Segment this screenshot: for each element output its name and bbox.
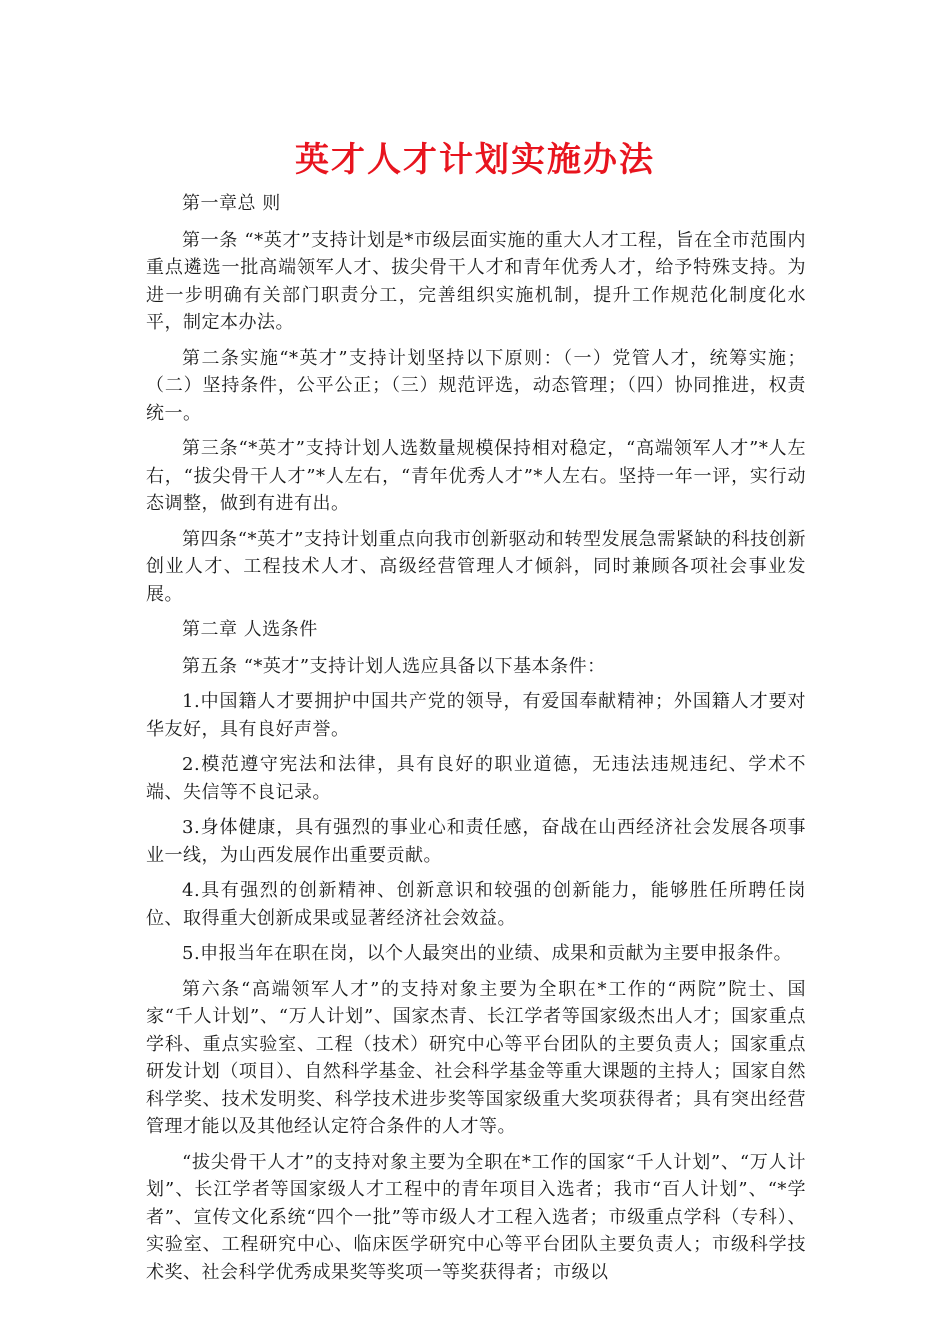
chapter-heading: 第二章 人选条件 (182, 619, 318, 640)
article-paragraph: 第一条 “*英才”支持计划是*市级层面实施的重大人才工程，旨在全市范围内重点遴选一批高端领军人才、拔尖骨干人才和青年优秀人才，给予特殊支持。为进一步明确有关部门职责分工，完善组织实施机制，提升工作规范化制度化水平，制定本办法。 (146, 229, 806, 333)
condition-item: 1.中国籍人才要拥护中国共产党的领导，有爱国奉献精神；外国籍人才要对华友好，具有良好声誉。 (146, 691, 806, 740)
article-paragraph: 第二条实施“*英才”支持计划坚持以下原则：（一）党管人才，统筹实施；（二）坚持条件，公平公正；（三）规范评选，动态管理；（四）协同推进，权责统一。 (146, 347, 806, 424)
article-paragraph: 第四条“*英才”支持计划重点向我市创新驱动和转型发展急需紧缺的科技创新创业人才、工程技术人才、高级经营管理人才倾斜，同时兼顾各项社会事业发展。 (146, 528, 806, 605)
document-body (146, 190, 806, 1294)
article-paragraph: 第三条“*英才”支持计划人选数量规模保持相对稳定，“高端领军人才”*人左右，“拔尖骨干人才”*人左右，“青年优秀人才”*人左右。坚持一年一评，实行动态调整，做到有进有出。 (146, 438, 806, 514)
article-paragraph: 第六条“高端领军人才”的支持对象主要为全职在*工作的“两院”院士、国家“千人计划”、“万人计划”、国家杰青、长江学者等国家级杰出人才；国家重点学科、重点实验室、工程（技术）研究中心等平台团队的主要负责人；国家重点研发计划（项目）、自然科学基金、社会科学基金等重大课题的主持人；国家自然科学奖、技术发明奖、科学技术进步奖等国家级重大奖项获得者；具有突出经营管理才能以及其他经认定符合条件的人才等。 (146, 978, 806, 1137)
article-paragraph: “拔尖骨干人才”的支持对象主要为全职在*工作的国家“千人计划”、“万人计划”、长江学者等国家级人才工程中的青年项目入选者；我市“百人计划”、“*学者”、宣传文化系统“四个一批”等市级人才工程入选者；市级重点学科（专科）、实验室、工程研究中心、临床医学研究中心等平台团队主要负责人；市级科学技术奖、社会科学优秀成果奖等奖项一等奖获得者；市级以 (146, 1151, 806, 1283)
chapter-heading: 第一章总 则 (182, 193, 281, 214)
condition-item: 3.身体健康，具有强烈的事业心和责任感，奋战在山西经济社会发展各项事业一线，为山西发展作出重要贡献。 (146, 817, 806, 866)
condition-item: 5.申报当年在职在岗，以个人最突出的业绩、成果和贡献为主要申报条件。 (182, 943, 793, 964)
condition-item: 2.模范遵守宪法和法律，具有良好的职业道德，无违法违规违纪、学术不端、失信等不良记录。 (146, 754, 806, 803)
condition-item: 4.具有强烈的创新精神、创新意识和较强的创新能力，能够胜任所聘任岗位、取得重大创新成果或显著经济社会效益。 (146, 880, 806, 929)
article-paragraph: 第五条 “*英才”支持计划人选应具备以下基本条件： (182, 655, 606, 677)
document-title: 英才人才计划实施办法 (295, 140, 655, 180)
